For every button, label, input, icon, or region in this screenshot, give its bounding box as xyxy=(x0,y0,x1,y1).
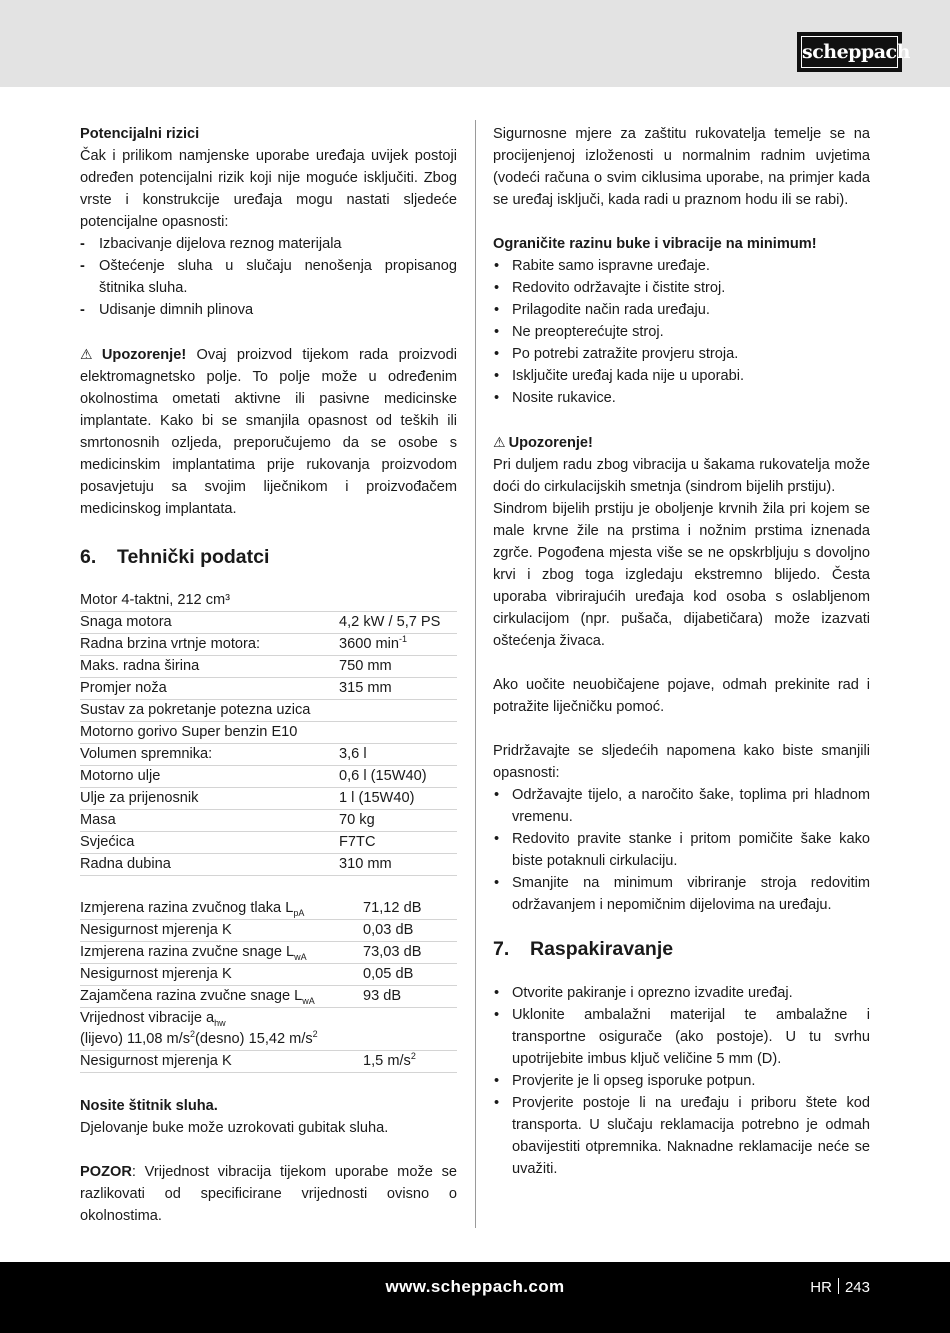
warning-label: Upozorenje! xyxy=(101,347,187,363)
list-item: • Uklonite ambalažni materijal te ambalažne i transportne osigurače (ako postoje). U tu svrhu upotrijebite imbus ključ veličine 5 mm (D). xyxy=(493,1004,870,1070)
table-row: Nesigurnost mjerenja K 0,03 dB xyxy=(80,920,457,942)
page-header xyxy=(0,0,950,87)
risks-text: Čak i prilikom namjenske uporabe uređaja uvijek postoji određen potencijalni rizik koji nije moguće isključiti. Zbog vrste i konstrukcije uređaja mogu nastati sljedeće potencijalne opasnosti: xyxy=(80,148,457,230)
table-row: Motorno gorivo Super benzin E10 xyxy=(80,722,457,744)
table-row: Radna brzina vrtnje motora: 3600 $\min^{-1}$ xyxy=(80,634,457,656)
ear-protection-heading: Nosite štitnik sluha. xyxy=(80,1098,218,1114)
unpack-list xyxy=(493,982,870,1180)
table-row: Ulje za prijenosnik 1 l (15W40) xyxy=(80,788,457,810)
pozor-note: POZOR: Vrijednost vibracija tijekom uporabe može se razlikovati od specificirane vrijednosti ovisno o okolnostima. xyxy=(80,1164,457,1224)
risks-heading: Potencijalni rizici xyxy=(80,126,200,142)
emf-warning xyxy=(80,343,457,520)
section-6-heading: 6. Tehnički podatci xyxy=(80,546,270,568)
limit-heading: Ograničite razinu buke i vibracije na minimum! xyxy=(493,236,817,252)
list-item: • Redovito održavajte i čistite stroj. xyxy=(493,277,870,299)
table-row: Snaga motora 4,2 kW / 5,7 PS xyxy=(80,612,457,634)
follow-notes-text: Pridržavajte se sljedećih napomena kako biste smanjili opasnosti: xyxy=(493,743,870,781)
page-footer xyxy=(0,1262,950,1333)
limit-list xyxy=(493,255,870,409)
table-row: Vrijednost vibracije $a_{hw}$ xyxy=(80,1010,226,1028)
warning-triangle-icon: ⚠ xyxy=(80,346,99,362)
table-row: Promjer noža 315 mm xyxy=(80,678,457,700)
warning-triangle-icon: ⚠ xyxy=(493,434,506,450)
list-item: • Prilagodite način rada uređaju. xyxy=(493,299,870,321)
list-item: • Otvorite pakiranje i oprezno izvadite uređaj. xyxy=(493,982,870,1004)
table-row: Nesigurnost mjerenja K 0,05 dB xyxy=(80,964,457,986)
risks-list xyxy=(80,233,457,321)
table-row: Volumen spremnika: 3,6 l xyxy=(80,744,457,766)
list-item: • Po potrebi zatražite provjeru stroja. xyxy=(493,343,870,365)
vibration-warning-text: Pri duljem radu zbog vibracija u šakama rukovatelja može doći do cirkulacijskih smetnja (sindrom bijelih prstiju). xyxy=(493,457,870,495)
brand-logo xyxy=(797,32,910,72)
warning-text: Ovaj proizvod tijekom rada proizvodi elektromagnetsko polje. To polje može u određenim okolnostima ometati aktivne ili pasivne medicinske implantate. Kako bi se smanjila opasnost od teških ili smrtonosnih ozljeda, preporučujemo da se osobe s medicinskim implantatima prije rukovanja proizvodom posavjetuju sa svojim liječnikom i proizvođačem medicinskog implantata. xyxy=(80,347,457,517)
table-row: Masa 70 kg xyxy=(80,810,457,832)
unusual-symptoms-text: Ako uočite neuobičajene pojave, odmah prekinite rad i potražite liječničku pomoć. xyxy=(493,677,870,715)
table-row: Nesigurnost mjerenja K 1,5 $m/s^2$ xyxy=(80,1051,457,1073)
intro-text: Sigurnosne mjere za zaštitu rukovatelja temelje se na procijenjenoj izloženosti u normalnim radnim uvjetima (vodeći računa o svim ciklusima uporabe, na primjer kada se uređaj isključi, kada radi u praznom hodu ili se rabi). xyxy=(493,126,870,208)
table-row: Zajamčena razina zvučne snage $L_{wA}$ 93 dB xyxy=(80,986,457,1008)
list-item: • Rabite samo ispravne uređaje. xyxy=(493,255,870,277)
list-item: • Redovito pravite stanke i pritom pomičite šake kako biste potaknuli cirkulaciju. xyxy=(493,828,870,872)
list-item: • Provjerite postoje li na uređaju i priboru štete kod transporta. U slučaju reklamacija potrebno je odmah obavijestiti otpremnika. Naknadne reklamacije neće se uvažiti. xyxy=(493,1092,870,1180)
white-finger-text: Sindrom bijelih prstiju je oboljenje krvnih žila pri kojem se male krvne žile na prstima i nožnim prstima iznenada zgrče. Pogođena mjesta više se ne opskrbljuju s dovoljno krvi i zbog toga izgledaju ekstremno blijedo. Česta uporaba vibrirajućih uređaja kod osoba s oslabljenom cirkulacijom (npr. pušača, dijabetičara) može izazvati oštećenja živaca. xyxy=(493,501,870,649)
website-link[interactable]: www.scheppach.com xyxy=(385,1277,565,1296)
noise-vibration-table xyxy=(80,898,457,1073)
table-row: Svjećica F7TC xyxy=(80,832,457,854)
page-number: HR 243 xyxy=(810,1279,870,1296)
table-row: Izmjerena razina zvučnog tlaka $L_{pA}$ 71,12 dB xyxy=(80,898,457,920)
table-row: Radna dubina 310 mm xyxy=(80,854,457,876)
list-item: • Isključite uređaj kada nije u uporabi. xyxy=(493,365,870,387)
list-item: - Oštećenje sluha u slučaju nenošenja propisanog štitnika sluha. xyxy=(80,255,457,299)
follow-list xyxy=(493,784,870,916)
spec-table xyxy=(80,590,457,876)
list-item: • Ne preopterećujte stroj. xyxy=(493,321,870,343)
table-row: Izmjerena razina zvučne snage $L_{wA}$ 73,03 dB xyxy=(80,942,457,964)
list-item: • Provjerite je li opseg isporuke potpun. xyxy=(493,1070,870,1092)
list-item: - Izbacivanje dijelova reznog materijala xyxy=(80,233,457,255)
table-row: Motorno ulje 0,6 l (15W40) xyxy=(80,766,457,788)
list-item: - Udisanje dimnih plinova xyxy=(80,299,457,321)
logo-text: scheppach xyxy=(801,36,898,68)
list-item: • Smanjite na minimum vibriranje stroja redovitim održavanjem i nepomičnim dijelovima na uređaju. xyxy=(493,872,870,916)
table-row: (lijevo) 11,08 $m/s^2(desno)$ 15,42 $m/s^2$ xyxy=(80,1029,457,1051)
vibration-warning-heading: ⚠ Upozorenje! xyxy=(493,434,593,451)
table-row: Sustav za pokretanje potezna uzica xyxy=(80,700,457,722)
list-item: • Nosite rukavice. xyxy=(493,387,870,409)
table-row: Maks. radna širina 750 mm xyxy=(80,656,457,678)
section-7-heading: 7. Raspakiravanje xyxy=(493,938,674,960)
list-item: • Održavajte tijelo, a naročito šake, toplima pri hladnom vremenu. xyxy=(493,784,870,828)
right-column xyxy=(493,123,870,1180)
left-column xyxy=(80,123,457,1227)
table-row: Motor 4-taktni, 212 cm³ xyxy=(80,590,457,612)
ear-protection-text: Djelovanje buke može uzrokovati gubitak sluha. xyxy=(80,1120,389,1136)
column-divider xyxy=(475,120,476,1228)
